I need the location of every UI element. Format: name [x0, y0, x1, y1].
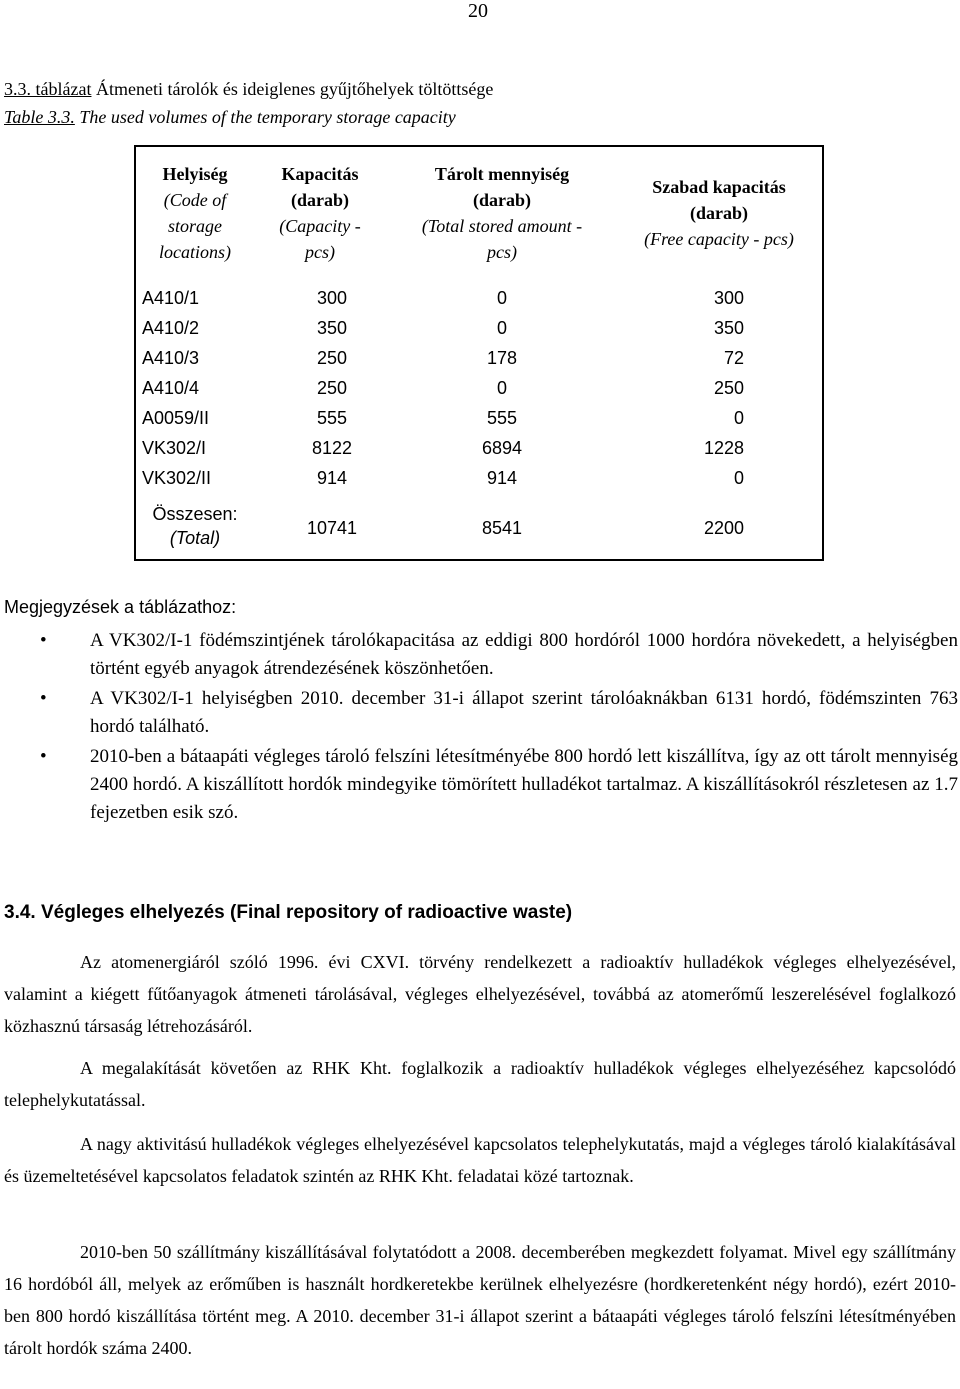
table-row [136, 403, 822, 433]
paragraph [4, 946, 956, 1042]
cell-stored: 0 [496, 318, 507, 338]
table-row [136, 313, 822, 343]
bullet-icon: • [40, 630, 47, 651]
caption-hu-text: Átmeneti tárolók és ideiglenes gyűjtőhelyek töltöttsége [91, 79, 494, 99]
table-caption-hu [4, 79, 493, 100]
total-row [136, 513, 822, 543]
caption-hu-prefix: 3.3. táblázat [4, 79, 92, 99]
total-label-en: (Total) [169, 528, 221, 548]
cell-stored: 6894 [481, 438, 523, 458]
paragraph [4, 1052, 956, 1116]
total-free: 2200 [703, 518, 744, 538]
cell-location: A410/4 [142, 378, 200, 398]
cell-free: 0 [733, 408, 744, 428]
page-number: 20 [468, 0, 488, 22]
paragraph [4, 1236, 956, 1364]
list-item [40, 743, 958, 827]
cell-free: 300 [713, 288, 744, 308]
cell-location: A410/2 [142, 318, 200, 338]
header-stored-en: (Total stored amount - pcs) [421, 216, 583, 262]
header-capacity [260, 161, 380, 265]
cell-capacity: 250 [316, 378, 348, 398]
cell-location: A410/3 [142, 348, 200, 368]
cell-free: 350 [713, 318, 744, 338]
table-row [136, 373, 822, 403]
cell-capacity: 300 [316, 288, 348, 308]
notes-title: Megjegyzések a táblázathoz: [4, 597, 237, 617]
header-location-hu: Helyiség [162, 164, 228, 184]
header-stored [394, 161, 610, 265]
header-capacity-en: (Capacity - pcs) [279, 216, 361, 262]
table-row [136, 283, 822, 313]
table-row [136, 433, 822, 463]
table-row [136, 343, 822, 373]
note-text: A VK302/I-1 helyiségben 2010. december 31-i állapot szerint tárolóaknákban 6131 hordó, födémszinten 763 hordó található. [90, 688, 958, 737]
header-location-en: (Code of storage locations) [159, 190, 231, 262]
cell-stored: 0 [496, 288, 507, 308]
cell-stored: 555 [486, 408, 518, 428]
cell-free: 0 [733, 468, 744, 488]
header-capacity-hu: Kapacitás (darab) [281, 164, 359, 210]
cell-stored: 0 [496, 378, 507, 398]
paragraph-text: Az atomenergiáról szóló 1996. évi CXVI. törvény rendelkezett a radioaktív hulladékok végleges elhelyezésével, valamint a kiégett fűtőanyagok átmeneti tárolásával, végleges elhelyezésével, továbbá az atomerőmű leszerelésével foglalkozó közhasznú társaság létrehozásáról. [4, 952, 956, 1036]
total-label-hu: Összesen: [152, 504, 238, 524]
cell-location: A410/1 [142, 288, 200, 308]
cell-stored: 914 [486, 468, 518, 488]
storage-table [134, 145, 824, 561]
cell-free: 72 [723, 348, 744, 368]
cell-location: VK302/I [142, 438, 207, 458]
cell-capacity: 555 [316, 408, 348, 428]
total-stored: 8541 [481, 518, 523, 538]
note-text: 2010-ben a bátaapáti végleges tároló felszíni létesítményébe 800 hordó lett kiszállítva, így az ott tárolt mennyiség 2400 hordó. A kiszállított hordók mindegyike tömörített hulladékot tartalmaz. A kiszállításokról részletesen az 1.7 fejezetben esik szó. [90, 746, 958, 823]
caption-en-prefix: Table 3.3. [4, 107, 75, 127]
header-stored-hu: Tárolt mennyiség (darab) [434, 164, 570, 210]
header-free-hu: Szabad kapacitás (darab) [652, 177, 786, 223]
list-item [40, 685, 958, 741]
cell-stored: 178 [486, 348, 518, 368]
header-free [616, 174, 822, 252]
note-text: A VK302/I-1 födémszintjének tárolókapacitása az eddigi 800 hordóról 1000 hordóra növekedett, a helyiségben történt egyéb anyagok átrendezésének köszönhetően. [90, 630, 958, 679]
cell-capacity: 914 [316, 468, 348, 488]
list-item [40, 627, 958, 683]
cell-location: A0059/II [142, 408, 210, 428]
cell-capacity: 350 [316, 318, 348, 338]
cell-capacity: 250 [316, 348, 348, 368]
cell-free: 1228 [703, 438, 744, 458]
bullet-icon: • [40, 688, 47, 709]
cell-capacity: 8122 [311, 438, 353, 458]
caption-en-text: The used volumes of the temporary storage capacity [74, 107, 456, 127]
total-capacity: 10741 [306, 518, 358, 538]
header-location [136, 161, 254, 265]
cell-location: VK302/II [142, 468, 212, 488]
paragraph-text: A megalakítását követően az RHK Kht. foglalkozik a radioaktív hulladékok végleges elhelyezéséhez kapcsolódó telephelykutatással. [4, 1058, 956, 1110]
cell-free: 250 [713, 378, 744, 398]
paragraph-text: A nagy aktivitású hulladékok végleges elhelyezésével kapcsolatos telephelykutatás, majd a végleges tároló kialakításával és üzemeltetésével kapcsolatos feladatok szintén az RHK Kht. feladatai közé tartoznak. [4, 1134, 956, 1186]
notes-list [40, 627, 958, 829]
section-heading: 3.4. Végleges elhelyezés (Final repository of radioactive waste) [4, 902, 573, 923]
table-row [136, 463, 822, 493]
paragraph-text: 2010-ben 50 szállítmány kiszállításával folytatódott a 2008. decemberében megkezdett folyamat. Mivel egy szállítmány 16 hordóból áll, melyek az erőműben is használt hordkeretekbe kerülnek elhelyezésre (hordkeretenként négy hordó), ezért 2010-ben 800 hordó kiszállítása történt meg. A 2010. december 31-i állapot szerint a bátaapáti végleges tároló felszíni létesítményében tárolt hordók száma 2400. [4, 1242, 956, 1358]
bullet-icon: • [40, 746, 47, 767]
paragraph [4, 1128, 956, 1192]
table-caption-en [4, 107, 456, 128]
header-free-en: (Free capacity - pcs) [644, 229, 794, 249]
